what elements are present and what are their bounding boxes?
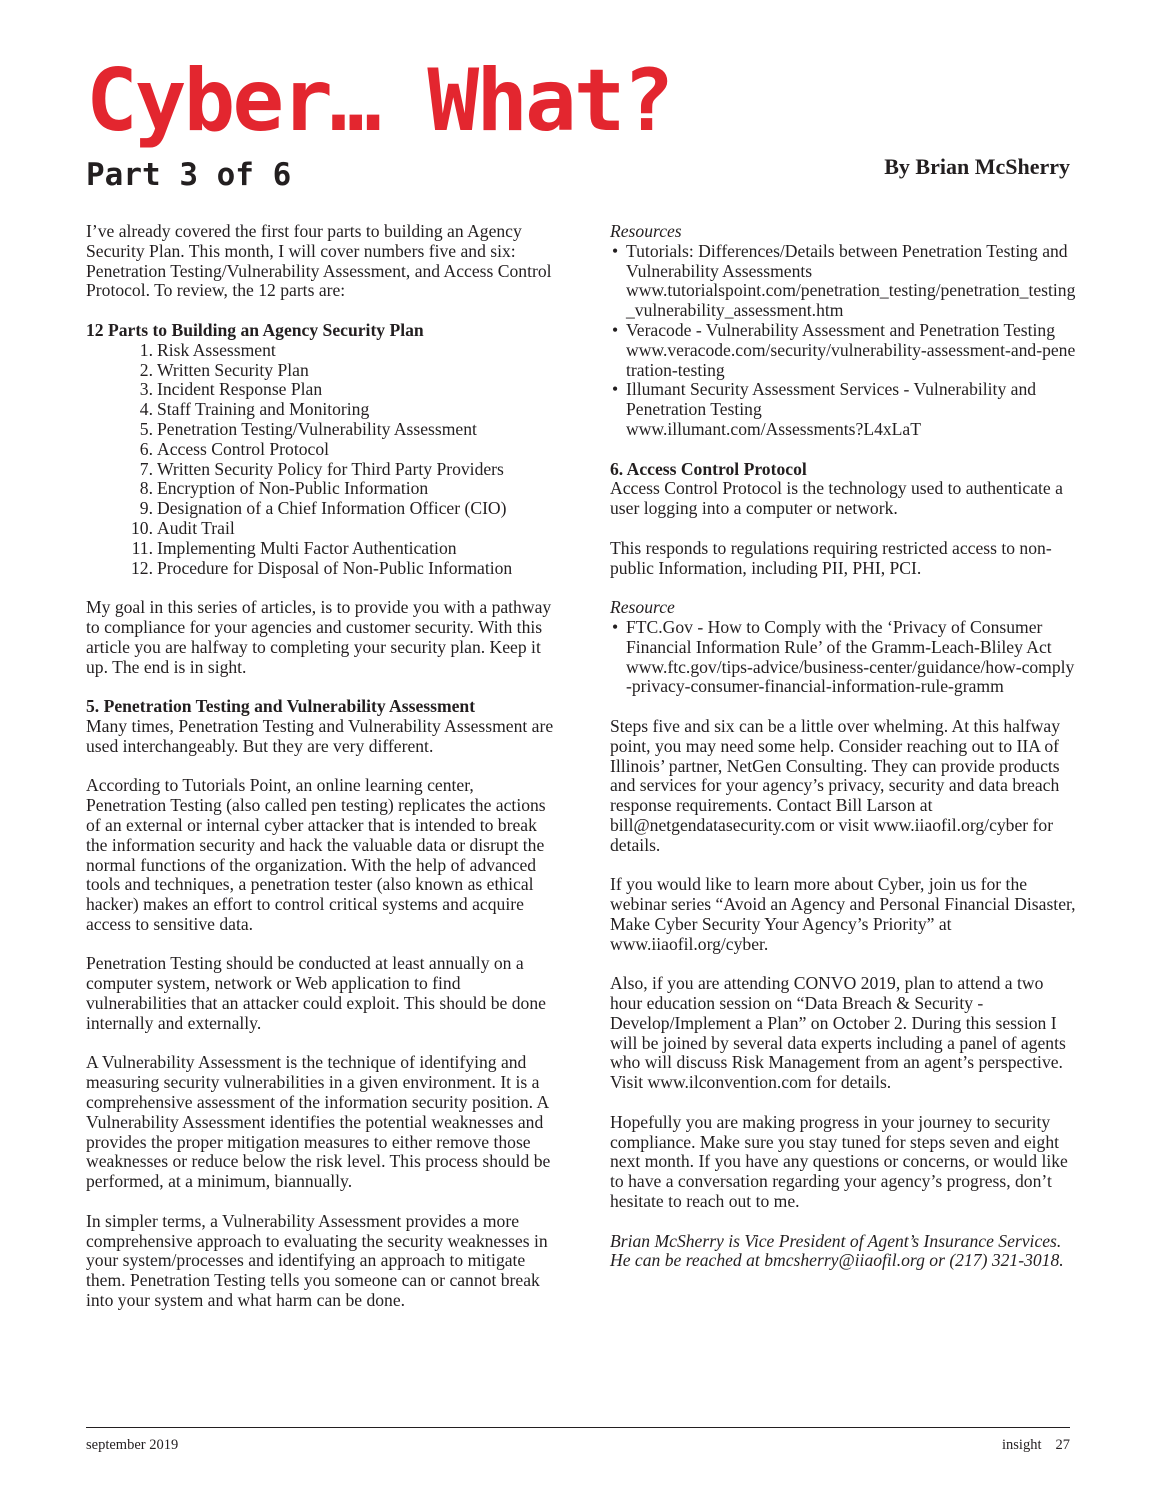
list-text: Designation of a Chief Information Officer (CIO) bbox=[157, 498, 507, 519]
resource-text: Tutorials: Differences/Details between Penetration Testing and Vulnerability Assessments bbox=[626, 240, 1068, 281]
right-column bbox=[610, 222, 1080, 1291]
section6-heading: 6. Access Control Protocol bbox=[610, 458, 807, 479]
resource-list bbox=[610, 618, 1080, 697]
list-item bbox=[120, 460, 556, 480]
byline: By Brian McSherry bbox=[884, 154, 1070, 179]
section5-heading: 5. Penetration Testing and Vulnerability Assessment bbox=[86, 696, 476, 717]
list-number: 3. bbox=[139, 379, 153, 400]
resource-link[interactable]: www.ftc.gov/tips-advice/business-center/guidance/how-comply-privacy-consumer-financial-information-rule-gramm bbox=[626, 656, 1075, 697]
list-number: 8. bbox=[139, 478, 153, 499]
section5-paragraph: A Vulnerability Assessment is the technique of identifying and measuring security vulnerabilities in a given environment. It is a comprehensive assessment of the information security position. A Vulnerability Assessment identifies the potential weaknesses and provides the proper mitigation measures to either remove those weaknesses or reduce below the risk level. This process should be performed, at a minimum, biannually. bbox=[86, 1052, 551, 1192]
list-text: Encryption of Non-Public Information bbox=[157, 478, 429, 499]
resources-label: Resources bbox=[610, 221, 682, 241]
list-text: Implementing Multi Factor Authentication bbox=[157, 537, 457, 558]
list-item bbox=[120, 519, 556, 539]
list-text: Penetration Testing/Vulnerability Assessment bbox=[157, 418, 477, 439]
footer-publication-page bbox=[1002, 1437, 1070, 1454]
webinar-paragraph: If you would like to learn more about Cyber, join us for the webinar series “Avoid an Agency and Personal Financial Disaster, Make Cyber Security Your Agency’s Priority” at www.iiaofil.org/cyber. bbox=[610, 874, 1076, 954]
resources-list bbox=[610, 242, 1080, 440]
article-subtitle: Part 3 of 6 bbox=[86, 157, 292, 193]
list-number: 2. bbox=[139, 359, 153, 380]
progress-paragraph: Hopefully you are making progress in your journey to security compliance. Make sure you stay tuned for steps seven and eight next month. If you have any questions or concerns, or would like to have a conversation regarding your agency’s progress, don’t hesitate to reach out to me. bbox=[610, 1111, 1068, 1212]
article-title: Cyber… What? bbox=[86, 51, 672, 151]
resource-text: Veracode - Vulnerability Assessment and Penetration Testing bbox=[626, 319, 1055, 340]
list-item bbox=[120, 499, 556, 519]
list-item bbox=[120, 479, 556, 499]
convo-paragraph: Also, if you are attending CONVO 2019, plan to attend a two hour education session on “Data Breach & Security - Develop/Implement a Plan” on October 2. During this session I will be joined by several data experts including a panel of agents who will discuss Risk Management from an agent’s perspective. Visit www.ilconvention.com for details. bbox=[610, 973, 1066, 1093]
parts-list-heading: 12 Parts to Building an Agency Security Plan bbox=[86, 319, 424, 340]
list-number: 4. bbox=[139, 399, 153, 420]
list-number: 9. bbox=[139, 498, 153, 519]
list-text: Written Security Plan bbox=[157, 359, 309, 380]
resource-text: Illumant Security Assessment Services - Vulnerability and Penetration Testing bbox=[626, 379, 1037, 420]
author-bio: Brian McSherry is Vice President of Agent’s Insurance Services. He can be reached at bmcsherry@iiaofil.org or (217) 321-3018. bbox=[610, 1230, 1064, 1271]
resource-item bbox=[610, 380, 1080, 439]
list-item bbox=[120, 420, 556, 440]
page-number: 27 bbox=[1055, 1437, 1070, 1453]
resource-item bbox=[610, 321, 1080, 380]
list-text: Procedure for Disposal of Non-Public Information bbox=[157, 557, 513, 578]
list-number: 5. bbox=[139, 418, 153, 439]
left-column bbox=[86, 222, 556, 1331]
list-number: 11. bbox=[131, 537, 153, 558]
list-text: Access Control Protocol bbox=[157, 438, 330, 459]
steps-paragraph: Steps five and six can be a little over whelming. At this halfway point, you may need some help. Consider reaching out to IIA of Illinois’ partner, NetGen Consulting. They can provide products and services for your agency’s privacy, security and data breach response requirements. Contact Bill Larson at bill@netgendatasecurity.com or visit www.iiaofil.org/cyber for details. bbox=[610, 715, 1061, 855]
intro-paragraph: I’ve already covered the first four parts to building an Agency Security Plan. This month, I will cover numbers five and six: Penetration Testing/Vulnerability Assessment, and Access Control Protocol. To review, the 12 parts are: bbox=[86, 221, 552, 301]
resource-label: Resource bbox=[610, 597, 675, 618]
section6-paragraph: This responds to regulations requiring restricted access to non-public Information, including PII, PHI, PCI. bbox=[610, 537, 1052, 578]
resource-text: FTC.Gov - How to Comply with the ‘Privacy of Consumer Financial Information Rule’ of the Gramm-Leach-Bliley Act bbox=[626, 616, 1052, 657]
resource-link[interactable]: www.veracode.com/security/vulnerability-assessment-and-penetration-testing bbox=[626, 339, 1076, 380]
list-item bbox=[120, 380, 556, 400]
list-text: Audit Trail bbox=[157, 517, 235, 538]
resource-item bbox=[610, 242, 1080, 321]
footer-divider bbox=[86, 1427, 1070, 1428]
list-text: Risk Assessment bbox=[157, 339, 276, 360]
list-item bbox=[120, 559, 556, 579]
footer-date: september 2019 bbox=[86, 1437, 179, 1453]
list-item bbox=[120, 341, 556, 361]
section5-paragraph: According to Tutorials Point, an online learning center, Penetration Testing (also called pen testing) replicates the actions of an external or internal cyber attacker that is intended to break the information security and hack the valuable data or disrupt the normal functions of the organization. With the help of advanced tools and techniques, a penetration tester (also known as ethical hacker) makes an effort to control critical systems and acquire access to sensitive data. bbox=[86, 775, 546, 934]
list-number: 1. bbox=[139, 339, 153, 360]
list-text: Incident Response Plan bbox=[157, 379, 323, 400]
publication-name: insight bbox=[1002, 1437, 1042, 1453]
section6-paragraph: Access Control Protocol is the technology used to authenticate a user logging into a computer or network. bbox=[610, 478, 1063, 519]
list-number: 6. bbox=[139, 438, 153, 459]
list-item bbox=[120, 400, 556, 420]
parts-list bbox=[86, 341, 556, 579]
section5-paragraph: Penetration Testing should be conducted at least annually on a computer system, network or Web application to find vulnerabilities that an attacker could exploit. This should be done internally and externally. bbox=[86, 953, 546, 1033]
section5-paragraph: In simpler terms, a Vulnerability Assessment provides a more comprehensive approach to evaluating the security weaknesses in your system/processes and identifying an approach to mitigate them. Penetration Testing tells you someone can or cannot break into your system and what harm can be done. bbox=[86, 1210, 548, 1311]
list-text: Written Security Policy for Third Party Providers bbox=[157, 458, 504, 479]
goal-paragraph: My goal in this series of articles, is to provide you with a pathway to compliance for your agencies and customer security. With this article you are halfway to completing your security plan. Keep it up. The end is in sight. bbox=[86, 597, 552, 677]
list-item bbox=[120, 440, 556, 460]
list-text: Staff Training and Monitoring bbox=[157, 399, 370, 420]
list-number: 7. bbox=[139, 458, 153, 479]
list-item bbox=[120, 361, 556, 381]
list-number: 12. bbox=[131, 557, 153, 578]
resource-link[interactable]: www.tutorialspoint.com/penetration_testing/penetration_testing_vulnerability_assessment.htm bbox=[626, 280, 1076, 321]
resource-item bbox=[610, 618, 1080, 697]
list-item bbox=[120, 539, 556, 559]
resource-link[interactable]: www.illumant.com/Assessments?L4xLaT bbox=[626, 418, 921, 439]
list-number: 10. bbox=[131, 517, 153, 538]
section5-paragraph: Many times, Penetration Testing and Vulnerability Assessment are used interchangeably. But they are very different. bbox=[86, 715, 554, 756]
